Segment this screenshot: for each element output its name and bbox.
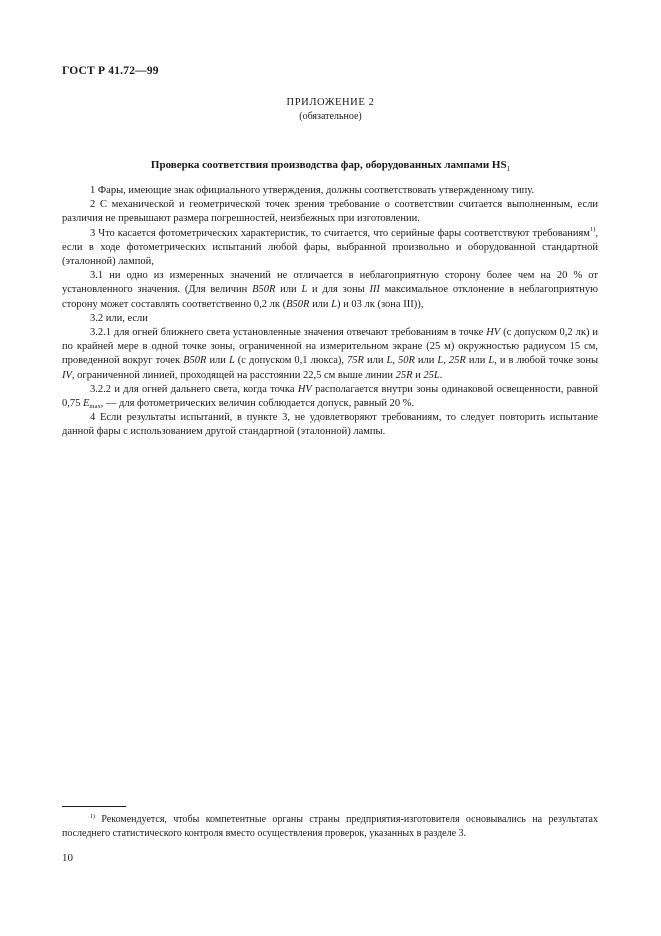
footnote	[62, 813, 598, 841]
document-code: ГОСТ Р 41.72—99	[62, 65, 159, 77]
paragraph-3-2-2: 3.2.2 и для огней дальнего света, когда точка HV располагается внутри зоны одинаковой освещенности, равной 0,75 $E_{max}$, — для фотометрических величин соблюдается допуск, равный 20 %.	[62, 383, 598, 411]
appendix-note: (обязательное)	[299, 111, 362, 122]
paragraph-4: 4 Если результаты испытаний, в пункте 3, не удовлетворяют требованиям, то следует повторить испытание данной фары с использованием другой стандартной (эталонной) лампы.	[62, 412, 598, 438]
paragraph-1: 1 Фары, имеющие знак официального утверждения, должны соответствовать утвержденному типу.	[90, 185, 535, 196]
paragraph-2: 2 С механической и геометрической точек зрения требование о соответствии считается выполненным, если различия не превышают размера погрешностей, неизбежных при изготовлении.	[62, 199, 598, 225]
footnote-mark: 1)	[90, 814, 95, 820]
footnote-ref: 1)	[589, 225, 596, 233]
section-title-subscript: 1	[506, 165, 511, 174]
footnote-text: Рекомендуется, чтобы компетентные органы страны предприятия-изготовителя основывались на результатах последнего статистического контроля вместо осуществления проверок, указанных в разделе 3.	[62, 814, 598, 839]
paragraph-3-1: 3.1 ни одно из измеренных значений не отличается в неблагоприятную сторону более чем на 20 % от установленного значения. (Для величин B50R или L и для зоны III максимальное отклонение в неблагоприятную сторону может составлять соответственно 0,2 лк (B50R или L) и 03 лк (зона III)),	[62, 270, 599, 310]
page-number: 10	[62, 852, 73, 864]
appendix-title: ПРИЛОЖЕНИЕ 2	[286, 97, 375, 108]
body-text	[62, 184, 598, 440]
footnote-divider	[62, 806, 126, 807]
section-title-text: Проверка соответствия производства фар, оборудованных лампами HS	[150, 159, 507, 171]
paragraph-3: 3 Что касается фотометрических характеристик, то считается, что серийные фары соответствуют требованиям$^{1)}$, если в ходе фотометрических испытаний любой фары, выбранной произвольно и оборудованной стандартной (эталонной) лампой,	[62, 225, 598, 268]
section-title	[0, 159, 661, 173]
paragraph-3-2: 3.2 или, если	[90, 312, 148, 324]
paragraph-3-2-1: 3.2.1 для огней ближнего света установленные значения отвечают требованиям в точке HV (с допуском 0,2 лк) и по крайней мере в одной точке зоны, ограниченной на измерительном экране (25 м) окружностью радиусом 15 см, проведенной вокруг точек B50R или L (с допуском 0,1 люкса), 75R или L, 50R или L, 25R или L, и в любой точке зоны IV, ограниченной линией, проходящей на расстоянии 22,5 см выше линии 25R и 25L.	[62, 327, 599, 381]
